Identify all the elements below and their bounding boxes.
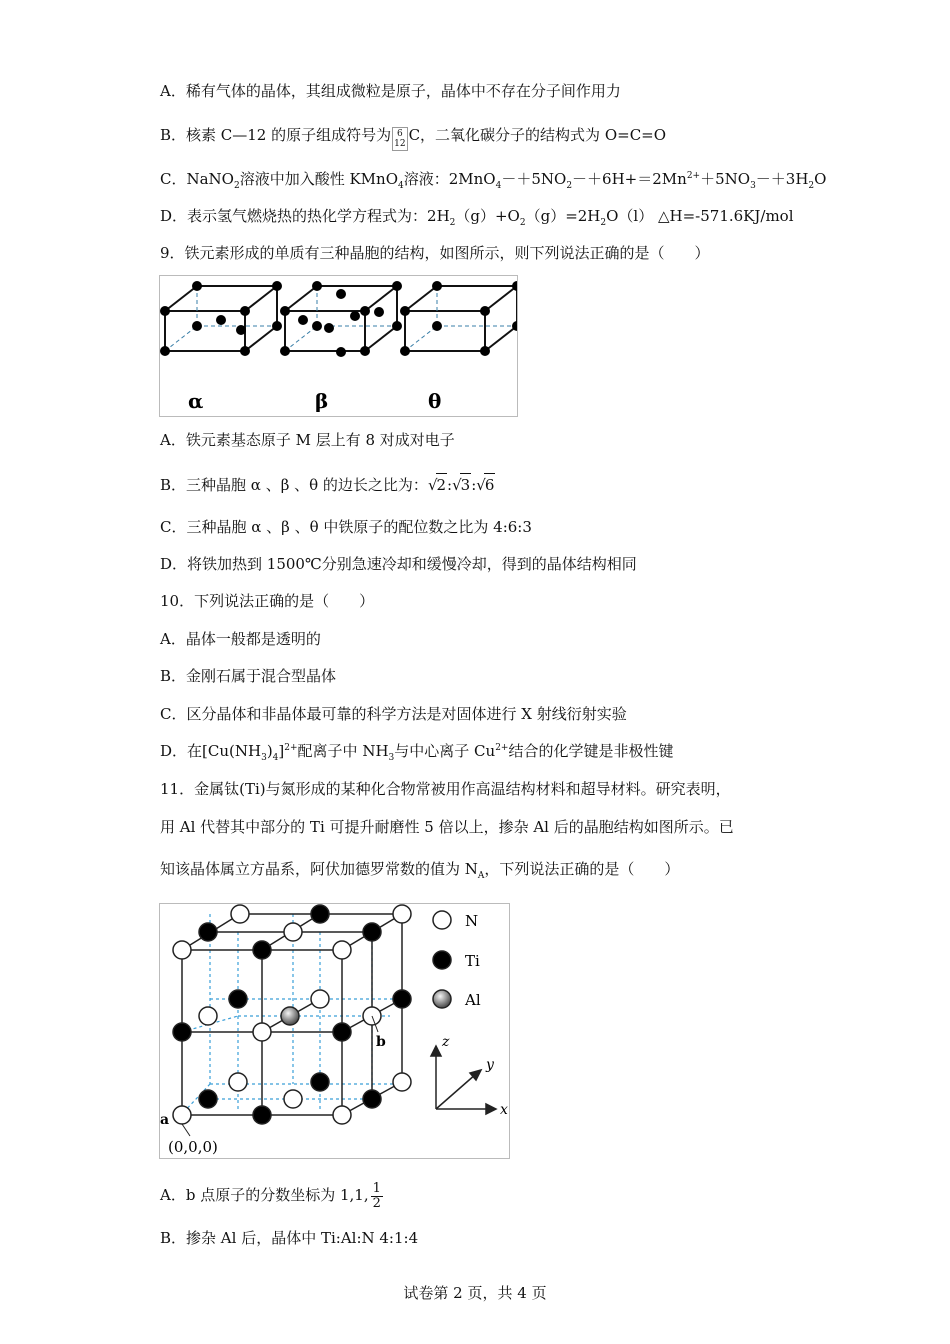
q8-option-a: A．稀有气体的晶体，其组成微粒是原子，晶体中不存在分子间作用力 <box>160 82 621 100</box>
q9-stem: 9．铁元素形成的单质有三种晶胞的结构，如图所示，则下列说法正确的是（ ） <box>160 244 710 262</box>
q10-option-d: D．在$[Cu(NH_3)_4]^{2+}$配离子中 $NH_3$与中心离子 $Cu^{2+}$结合的化学键是非极性键 <box>160 742 674 763</box>
crystal-structure-diagram <box>160 904 509 1158</box>
q9-option-a: A．铁元素基态原子 M 层上有 8 对成对电子 <box>160 431 455 449</box>
q9-option-b: B．三种晶胞 α 、β 、θ 的边长之比为：√2:√3:√6 <box>160 473 495 496</box>
axis-z-label: z <box>442 1034 450 1050</box>
legend-ti-marker <box>433 951 451 969</box>
q10-option-c: C．区分晶体和非晶体最可靠的科学方法是对固体进行 X 射线衍射实验 <box>160 705 627 723</box>
q11-stem-line3: 知该晶体属立方晶系，阿伏加德罗常数的值为 $N_A$，下列说法正确的是（ ） <box>160 860 680 881</box>
fraction-half: $\frac{1}{2}$ <box>372 1180 381 1211</box>
point-a-label: a <box>160 1112 170 1128</box>
q10-stem: 10．下列说法正确的是（ ） <box>160 592 375 610</box>
iron-unit-cells-diagram <box>160 276 517 416</box>
nuclide-symbol: 6 12 <box>394 129 406 149</box>
q8-option-b: B．核素 C—12 的原子组成符号为 6 12 C，二氧化碳分子的结构式为 O=C=O <box>160 126 667 149</box>
legend <box>433 911 481 1009</box>
iron-unit-cells-figure <box>159 275 518 417</box>
axis-y-label: y <box>486 1057 494 1073</box>
tin-al-unit-cell-figure <box>159 903 510 1159</box>
q11-stem-line1: 11．金属钛(Ti)与氮形成的某种化合物常被用作高温结构材料和超导材料。研究表明， <box>160 780 731 798</box>
q11-stem-line2: 用 Al 代替其中部分的 Ti 可提升耐磨性 5 倍以上，掺杂 Al 后的晶胞结构如图所示。已 <box>160 818 734 836</box>
origin-label: (0,0,0) <box>168 1138 218 1156</box>
label-theta: θ <box>428 389 442 413</box>
alpha-cell <box>160 281 282 356</box>
legend-al-label: Al <box>465 991 481 1009</box>
al-atom <box>281 1007 299 1025</box>
legend-n-marker <box>433 911 451 929</box>
beta-cell <box>280 281 402 357</box>
page-footer: 试卷第 2 页，共 4 页 <box>403 1284 547 1302</box>
axis-x-label: x <box>500 1102 508 1118</box>
q10-option-b: B．金刚石属于混合型晶体 <box>160 667 337 685</box>
q9-option-c: C．三种晶胞 α 、β 、θ 中铁原子的配位数之比为 4:6:3 <box>160 518 532 536</box>
label-alpha: α <box>188 389 204 413</box>
q9-option-d: D．将铁加热到 1500℃分别急速冷却和缓慢冷却，得到的晶体结构相同 <box>160 555 637 573</box>
legend-n-label: N <box>465 912 479 930</box>
theta-cell <box>400 281 517 356</box>
sqrt-ratio: √2:√3:√6 <box>428 476 495 494</box>
legend-al-marker <box>433 990 451 1008</box>
label-beta: β <box>315 389 329 413</box>
q8-option-d: D．表示氢气燃烧热的热化学方程式为：$2H_2(g)+O_2(g)=2H_2O(l)$ △H=-571.6KJ/mol <box>160 207 794 228</box>
q8-option-c: C．NaNO$_2$溶液中加入酸性 KMnO$_4$溶液：$2MnO_4-+5NO_2-+6H+=2Mn^{2+}+5NO_3-+3H_2O$ <box>160 170 827 191</box>
q10-option-a: A．晶体一般都是透明的 <box>160 630 321 648</box>
legend-ti-label: Ti <box>465 952 480 970</box>
point-b-label: b <box>376 1034 386 1050</box>
q11-option-a: A．b 点原子的分数坐标为 1,1, $\frac{1}{2}$ <box>160 1180 381 1211</box>
q11-option-b: B．掺杂 Al 后，晶体中 Ti:Al:N 4:1:4 <box>160 1229 419 1247</box>
